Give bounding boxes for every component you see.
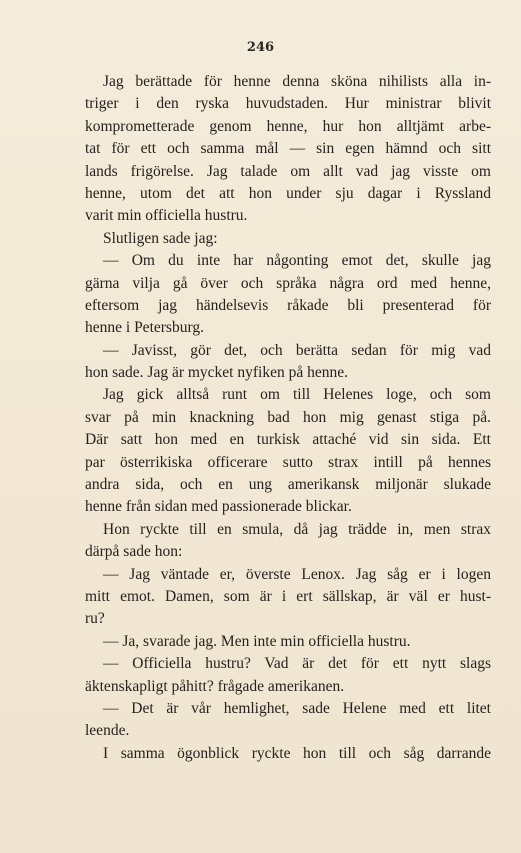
text-line: tat för ett och samma mål — sin egen hämnd och sitt [85, 140, 491, 158]
text-line: ru? [85, 610, 105, 628]
text-line: varit min officiella hustru. [85, 207, 248, 225]
text-line: gärna vilja gå över och språka några ord med henne, [85, 274, 491, 292]
text-line: svar på min knackning bad hon mig genast stiga på. [85, 408, 491, 426]
text-line: — Ja, svarade jag. Men inte min officiella hustru. [103, 632, 411, 650]
text-line: I samma ögonblick ryckte hon till och såg darrande [103, 744, 491, 762]
body-text [85, 71, 491, 765]
text-line: henne från sidan med passionerade blickar. [85, 498, 352, 516]
text-line: Slutligen sade jag: [103, 229, 218, 247]
text-line: eftersom jag händelsevis råkade bli presenterad för [85, 296, 491, 314]
text-line: Hon ryckte till en smula, då jag trädde in, men strax [103, 520, 491, 538]
text-line: Jag gick alltså runt om till Helenes loge, och som [103, 386, 491, 404]
text-line: — Officiella hustru? Vad är det för ett nytt slags [103, 655, 491, 673]
text-line: par österrikiska officerare sutto strax intill på hennes [85, 453, 491, 471]
page-number: 246 [246, 40, 275, 55]
text-line: — Om du inte har någonting emot det, skulle jag [103, 252, 491, 270]
text-line: äktenskapligt påhitt? frågade amerikanen. [85, 677, 345, 695]
text-line: henne i Petersburg. [85, 319, 204, 337]
text-line: lands frigörelse. Jag talade om allt vad jag visste om [85, 162, 491, 180]
text-line: henne, utom det att hon under sju dagar i Ryssland [85, 184, 491, 202]
text-line: hon sade. Jag är mycket nyfiken på henne. [85, 364, 348, 382]
text-line: triger i den ryska huvudstaden. Hur ministrar blivit [85, 95, 491, 113]
text-line: — Jag väntade er, överste Lenox. Jag såg er i logen [103, 565, 491, 583]
text-line: andra sida, och en ung amerikansk miljonär slukade [85, 476, 491, 494]
text-line: leende. [85, 722, 130, 740]
text-line: — Det är vår hemlighet, sade Helene med ett litet [103, 699, 491, 717]
text-line: komprometterade genom henne, hur hon alltjämt arbe- [85, 117, 491, 135]
text-line: Jag berättade för henne denna sköna nihilists alla in- [103, 73, 491, 90]
text-line: Där satt hon med en turkisk attaché vid sin sida. Ett [85, 431, 491, 449]
text-line: därpå sade hon: [85, 543, 183, 561]
text-line: mitt emot. Damen, som är i ert sällskap, är väl er hust- [85, 587, 491, 605]
text-line: — Javisst, gör det, och berätta sedan för mig vad [103, 341, 491, 359]
